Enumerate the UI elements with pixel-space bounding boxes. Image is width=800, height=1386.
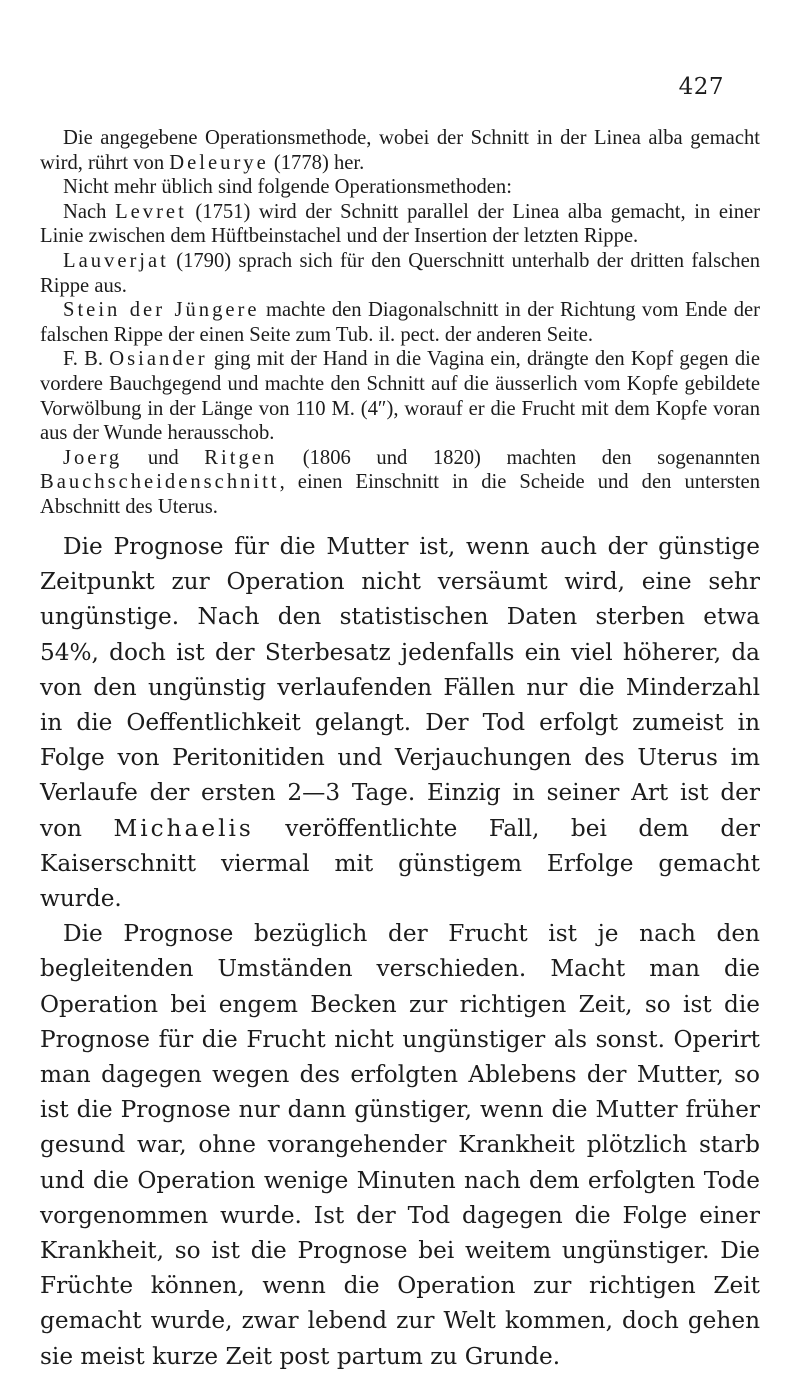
page-number: 427 <box>678 74 724 100</box>
author-name: Michaelis <box>113 814 254 842</box>
author-name: Stein der Jüngere <box>63 299 260 322</box>
prognosis-section <box>40 529 760 1374</box>
paragraph-lauverjat: Lauverjat (1790) sprach sich für den Querschnitt unterhalb der dritten falschen Rippe aus. <box>40 249 761 297</box>
author-name: Osiander <box>109 348 208 371</box>
method-term: Bauchscheidenschnitt <box>40 471 280 494</box>
paragraph-joerg-ritgen: Joerg und Ritgen (1806 und 1820) machten den sogenannten Bauchscheidenschnitt, einen Einschnitt in die Scheide und den untersten Abschnitt des Uterus. <box>40 446 761 518</box>
author-name: Joerg <box>63 446 123 469</box>
paragraph-stein: Stein der Jüngere machte den Diagonalschnitt in der Richtung vom Ende der falschen Rippe der einen Seite zum Tub. il. pect. der anderen Seite. <box>40 299 760 346</box>
historical-methods-section <box>40 126 760 520</box>
author-name: Lauverjat <box>63 249 169 272</box>
author-name: Deleurye <box>169 151 269 174</box>
paragraph-linea-alba: Die angegebene Operationsmethode, wobei der Schnitt in der Linea alba gemacht wird, rührt von Deleurye (1778) her. <box>40 127 760 174</box>
author-name: Levret <box>115 200 187 223</box>
paragraph-osiander: F. B. Osiander ging mit der Hand in die Vagina ein, drängte den Kopf gegen die vordere Bauchgegend und machte den Schnitt auf die äusserlich vom Kopfe gebildete Vorwölbung in der Länge von 110 M. (4″), worauf er die Frucht mit dem Kopfe voran aus der Wunde herausschob. <box>40 348 760 445</box>
paragraph-intro-methods: Nicht mehr üblich sind folgende Operationsmethoden: <box>63 176 512 199</box>
paragraph-prognosis-mother: Die Prognose für die Mutter ist, wenn auch der günstige Zeitpunkt zur Operation nicht versäumt wird, eine sehr ungünstige. Nach den statistischen Daten sterben etwa 54%, doch ist der Sterbesatz jedenfalls ein viel höherer, da von den ungünstig verlaufenden Fällen nur die Minderzahl in die Oeffentlichkeit gelangt. Der Tod erfolgt zumeist in Folge von Peritonitiden und Verjauchungen des Uterus im Verlaufe der ersten 2—3 Tage. Einzig in seiner Art ist der von Michaelis veröffentlichte Fall, bei dem der Kaiserschnitt viermal mit günstigem Erfolge gemacht wurde. <box>40 533 760 913</box>
paragraph-prognosis-fetus: Die Prognose bezüglich der Frucht ist je nach den begleitenden Umständen verschieden. Macht man die Operation bei engem Becken zur richtigen Zeit, so ist die Prognose für die Frucht nicht ungünstiger als sonst. Operirt man dagegen wegen des erfolgten Ablebens der Mutter, so ist die Prognose nur dann günstiger, wenn die Mutter früher gesund war, ohne vorangehender Krankheit plötzlich starb und die Operation wenige Minuten nach dem erfolgten Tode vorgenommen wurde. Ist der Tod dagegen die Folge einer Krankheit, so ist die Prognose bei weitem ungünstiger. Die Früchte können, wenn die Operation zur richtigen Zeit gemacht wurde, zwar lebend zur Welt kommen, doch gehen sie meist kurze Zeit post partum zu Grunde. <box>40 920 760 1370</box>
author-name: Ritgen <box>204 446 278 469</box>
paragraph-levret: Nach Levret (1751) wird der Schnitt parallel der Linea alba gemacht, in einer Linie zwischen dem Hüftbeinstachel und der Insertion der letzten Rippe. <box>40 200 761 248</box>
